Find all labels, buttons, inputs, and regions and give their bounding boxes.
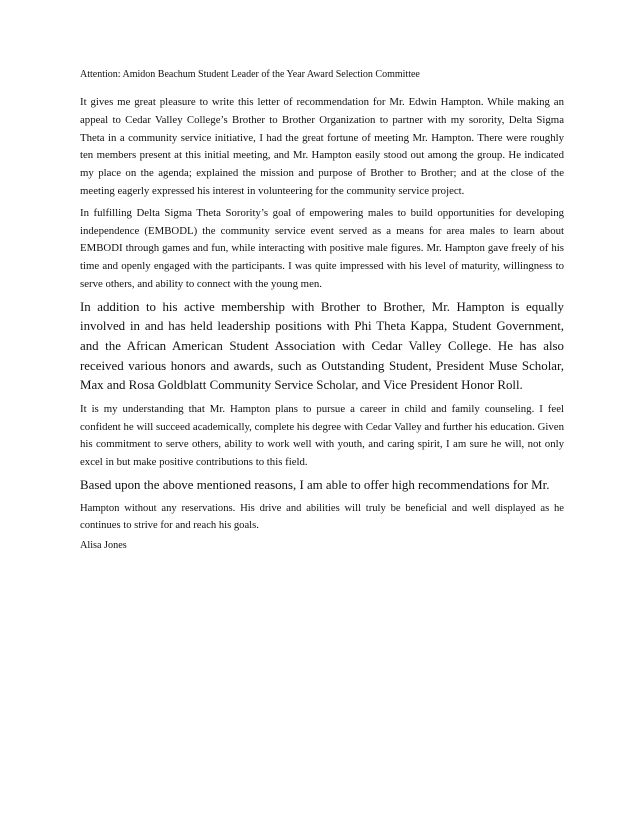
- paragraph-recommendation-lead: Based upon the above mentioned reasons, I am able to offer high recommendations for Mr.: [80, 477, 550, 492]
- signature-name: Alisa Jones: [80, 539, 127, 551]
- paragraph-career-plans: It is my understanding that Mr. Hampton plans to pursue a career in child and family counseling. I feel confident he will succeed academically, complete his degree with Cedar Valley and further his education. Given his commitment to serve others, ability to work well with youth, and caring spirit, I am sure he will, not only excel in but make positive contributions to this field.: [80, 402, 564, 469]
- paragraph-community-service: In fulfilling Delta Sigma Theta Sorority’s goal of empowering males to build opportunities for developing independence (EMBODL) the community service event served as a means for area males to learn about EMBODI through games and fun, while interacting with positive male figures. Mr. Hampton gave freely of his time and openly engaged with the participants. I was quite impressed with his level of maturity, willingness to serve others, and ability to connect with the young men.: [80, 206, 564, 290]
- paragraph-leadership: In addition to his active membership with Brother to Brother, Mr. Hampton is equally involved in and has held leadership positions with Phi Theta Kappa, Student Government, and the African American Student Association with Cedar Valley College. He has also received various honors and awards, such as Outstanding Student, President Muse Scholar, Max and Rosa Goldblatt Community Service Scholar, and Vice President Honor Roll.: [80, 299, 564, 393]
- attention-line: Attention: Amidon Beachum Student Leader of the Year Award Selection Committee: [80, 69, 420, 80]
- paragraph-recommendation-close: Hampton without any reservations. His drive and abilities will truly be beneficial and well displayed as he continues to strive for and reach his goals.: [80, 502, 564, 532]
- paragraph-introduction: It gives me great pleasure to write this letter of recommendation for Mr. Edwin Hampton. While making an appeal to Cedar Valley College’s Brother to Brother Organization to partner with my sorority, Delta Sigma Theta in a community service initiative, I had the great fortune of meeting Mr. Hampton. There were roughly ten members present at this initial meeting, and Mr. Hampton easily stood out among the group. He indicated my place on the agenda; explained the mission and purpose of Brother to Brother; and at the close of the meeting eagerly expressed his interest in volunteering for the community service project.: [80, 96, 564, 197]
- recommendation-letter: [80, 68, 564, 553]
